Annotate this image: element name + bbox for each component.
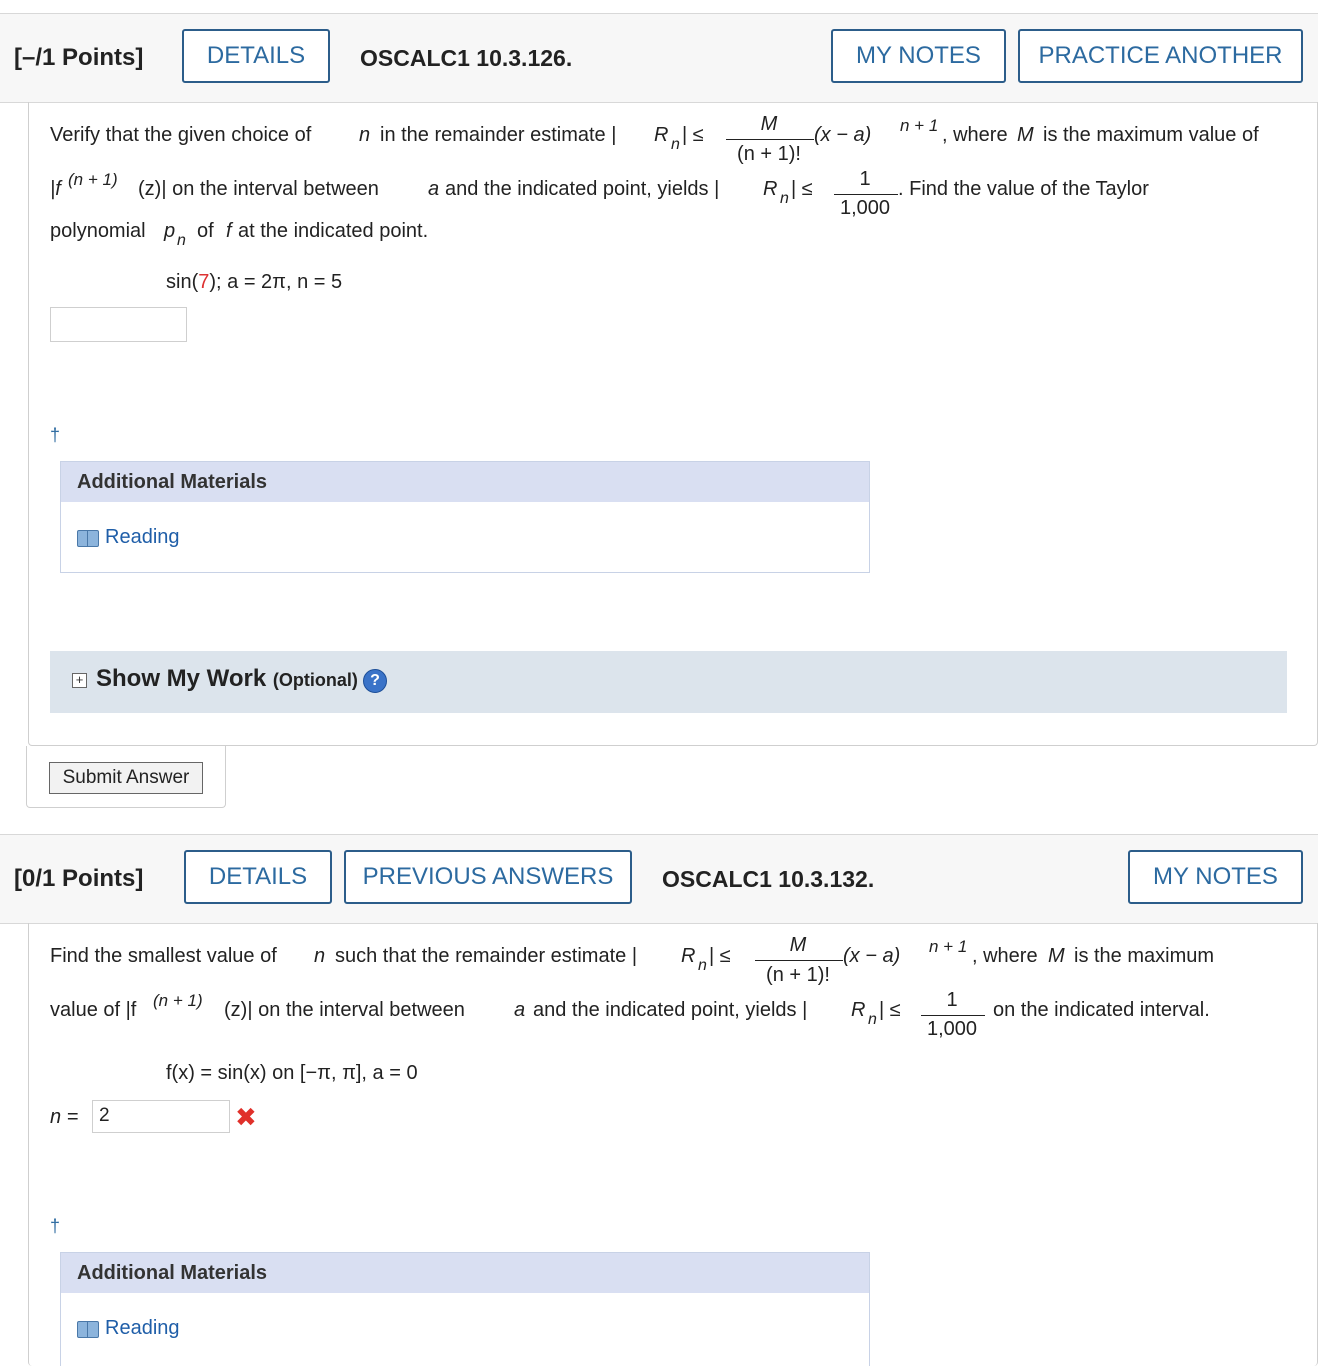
q2-n-label: n = [50, 1106, 79, 1128]
q2-sup-deriv: (n + 1) [153, 991, 203, 1010]
q1-var-f: f [226, 220, 232, 242]
q2-frac-den: (n + 1)! [766, 964, 830, 986]
q1-given-val: 7 [198, 271, 210, 293]
expand-icon[interactable]: + [72, 673, 87, 688]
q2-bound-num: 1 [946, 989, 958, 1011]
q1-line1-c: | ≤ [682, 124, 704, 146]
q2-given: f(x) = sin(x) on [−π, π], a = 0 [166, 1062, 418, 1084]
question2-details-button[interactable]: DETAILS [184, 850, 332, 904]
q2-var-n: n [314, 945, 326, 967]
q1-var-r2: R [763, 178, 778, 200]
q2-line1-e: , where [972, 945, 1038, 967]
q1-submit-area [26, 746, 226, 808]
q1-var-a: a [428, 178, 440, 200]
q2-line2-c: and the indicated point, yields | [533, 999, 808, 1021]
question2-points: [0/1 Points] [14, 865, 144, 892]
q2-line1-f: is the maximum [1074, 945, 1215, 967]
q1-line3-a: polynomial [50, 220, 146, 242]
question1-my-notes-button[interactable]: MY NOTES [831, 29, 1006, 83]
q2-sub-n: n [698, 957, 707, 974]
q2-line1-a: Find the smallest value of [50, 945, 277, 967]
q2-additional-materials [60, 1252, 870, 1366]
q2-reading-link[interactable] [77, 1317, 180, 1340]
q1-line3-c: at the indicated point. [238, 220, 429, 242]
q1-line2-d: | ≤ [791, 178, 813, 200]
q2-var-a: a [514, 999, 526, 1021]
q1-line1-a: Verify that the given choice of [50, 124, 312, 146]
q2-bound-den: 1,000 [926, 1018, 978, 1040]
q2-line1-d: (x − a) [843, 945, 901, 967]
q1-given-a: sin( [166, 271, 199, 293]
q1-show-my-work-text: Show My Work [96, 665, 267, 692]
q1-optional-label: (Optional) [272, 670, 358, 690]
q1-line2-c: and the indicated point, yields | [445, 178, 720, 200]
q1-bound-num: 1 [859, 168, 871, 190]
help-icon[interactable]: ? [363, 669, 387, 693]
q1-line1-d: (x − a) [814, 124, 872, 146]
q2-frac-num: M [789, 934, 807, 956]
q1-var-p: p [164, 220, 176, 242]
q1-sub-n2: n [780, 190, 789, 207]
q1-additional-materials-title: Additional Materials [61, 462, 869, 502]
q1-bound-den: 1,000 [839, 197, 891, 219]
book-icon [77, 529, 99, 547]
q2-dagger: † [50, 1216, 61, 1236]
q1-line2-b: (z)| on the interval between [138, 178, 379, 200]
q1-frac-num: M [760, 113, 778, 135]
q1-given-b: ); a = 2π, n = 5 [209, 271, 343, 293]
q2-sub-n2: n [868, 1011, 877, 1028]
question1-practice-another-button[interactable]: PRACTICE ANOTHER [1018, 29, 1303, 83]
q2-answer-input[interactable]: 2 [92, 1100, 230, 1133]
incorrect-icon: ✖ [235, 1102, 257, 1132]
question2-my-notes-button[interactable]: MY NOTES [1128, 850, 1303, 904]
q1-additional-materials [60, 461, 870, 573]
q1-sub-n3: n [177, 232, 186, 249]
q2-frac-line [755, 960, 843, 961]
q1-frac-den: (n + 1)! [737, 143, 801, 165]
question2-id: OSCALC1 10.3.132. [662, 866, 875, 892]
q2-var-m: M [1048, 945, 1065, 967]
q2-line1-c: | ≤ [709, 945, 731, 967]
q2-line1-b: such that the remainder estimate | [335, 945, 638, 967]
submit-answer-button[interactable]: Submit Answer [49, 762, 203, 794]
q1-reading-label[interactable]: Reading [105, 526, 180, 548]
q2-line2-b: (z)| on the interval between [224, 999, 465, 1021]
q1-show-my-work-label[interactable] [96, 665, 358, 693]
q2-additional-materials-title: Additional Materials [61, 1253, 869, 1293]
q2-reading-label[interactable]: Reading [105, 1317, 180, 1339]
q1-frac-line [726, 139, 814, 140]
q1-var-n: n [359, 124, 371, 146]
book-icon [77, 1320, 99, 1338]
q1-line2-a: |f [50, 178, 61, 200]
q1-sup-n1: n + 1 [900, 116, 939, 135]
q2-line2-e: on the indicated interval. [993, 999, 1210, 1021]
q2-bound-line [921, 1015, 985, 1016]
q1-answer-input[interactable] [50, 307, 187, 342]
question1-points: [–/1 Points] [14, 44, 144, 71]
q1-var-r: R [654, 124, 669, 146]
q2-line2-d: | ≤ [879, 999, 901, 1021]
q1-sup-deriv: (n + 1) [68, 170, 118, 189]
q1-reading-link[interactable] [77, 526, 180, 549]
question1-details-button[interactable]: DETAILS [182, 29, 330, 83]
q1-show-my-work[interactable] [50, 651, 1287, 713]
question1-id: OSCALC1 10.3.126. [360, 45, 573, 71]
q1-line3-b: of [197, 220, 214, 242]
q1-given [166, 271, 342, 294]
q2-var-r2: R [851, 999, 866, 1021]
question2-previous-answers-button[interactable]: PREVIOUS ANSWERS [344, 850, 632, 904]
q1-line1-b: in the remainder estimate | [380, 124, 617, 146]
q1-line1-f: is the maximum value of [1043, 124, 1259, 146]
q1-sub-n: n [671, 136, 680, 153]
q2-sup-n1: n + 1 [929, 937, 968, 956]
q2-var-r: R [681, 945, 696, 967]
q2-line2-a: value of |f [50, 999, 137, 1021]
q1-bound-line [834, 194, 898, 195]
q1-dagger: † [50, 425, 61, 445]
q1-var-m: M [1017, 124, 1034, 146]
q1-line1-e: , where [942, 124, 1008, 146]
q1-line2-e: . Find the value of the Taylor [898, 178, 1149, 200]
